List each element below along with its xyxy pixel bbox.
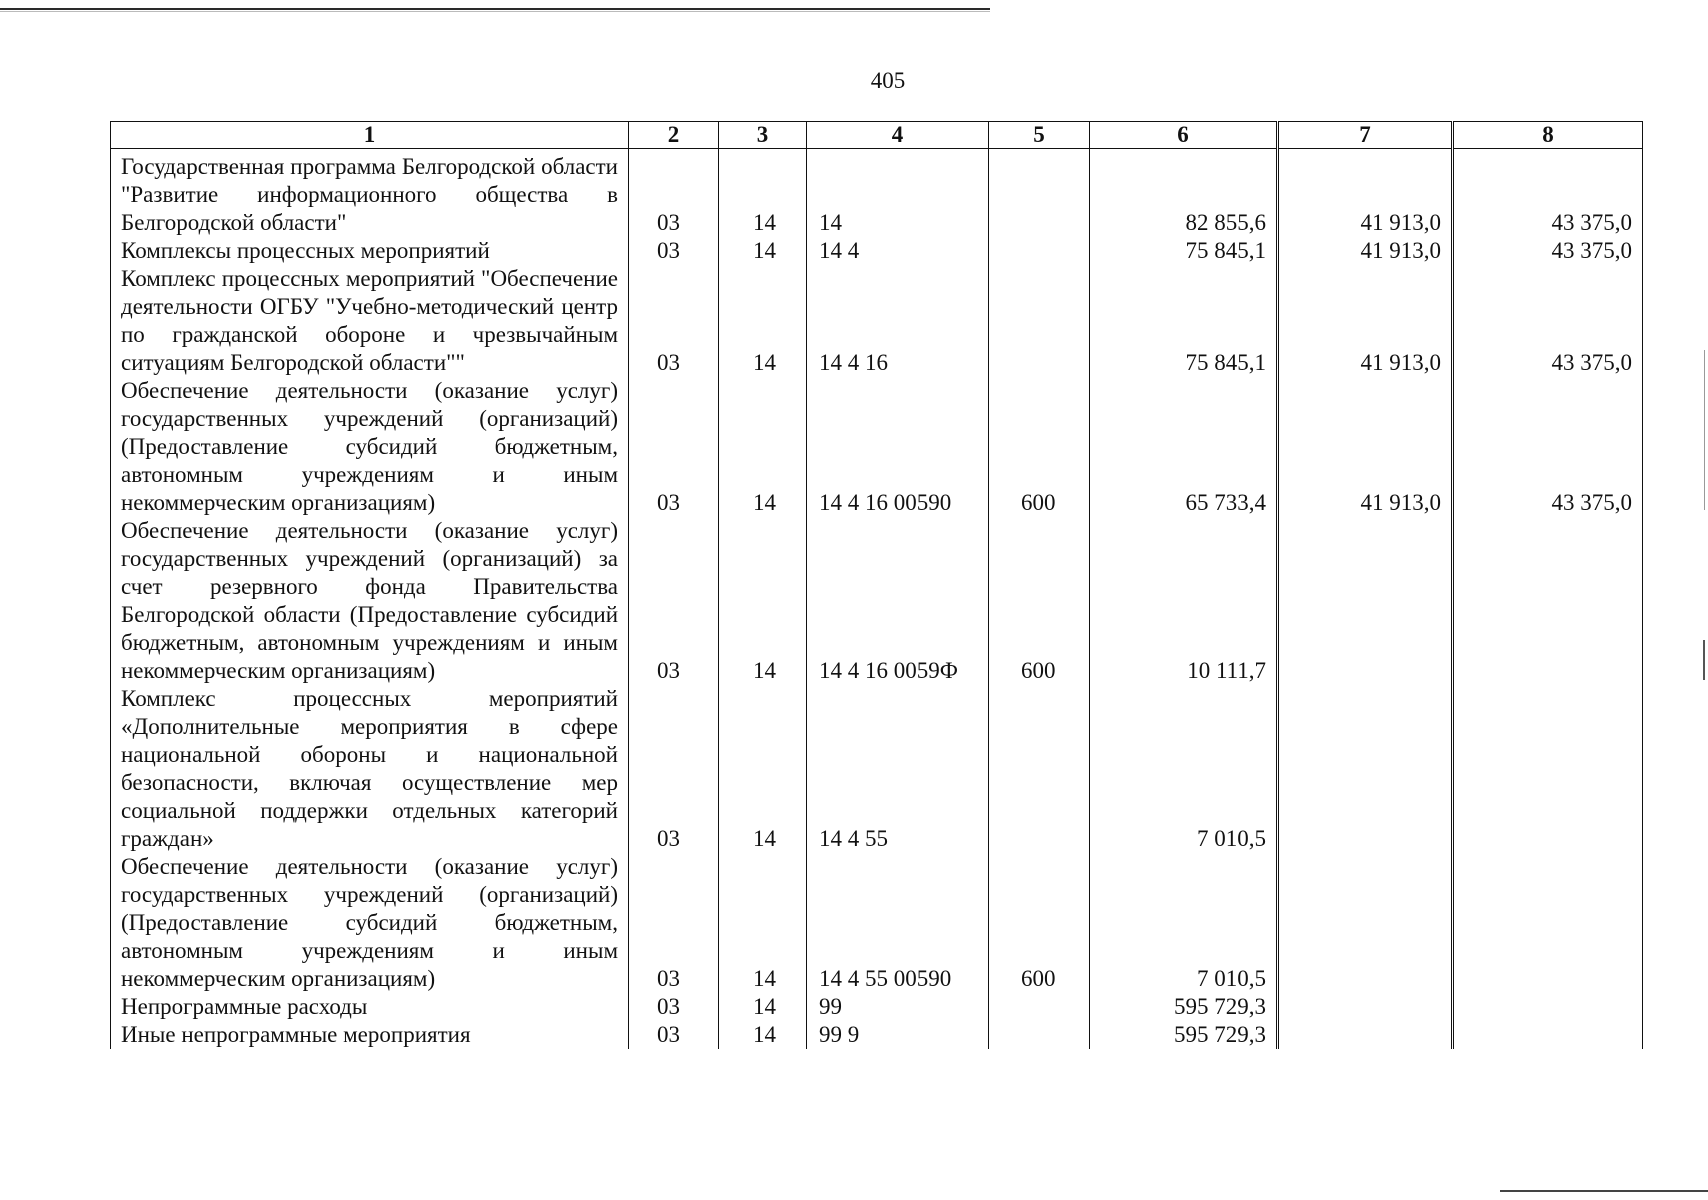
cell-section: 03 (629, 377, 719, 517)
column-header: 2 (629, 122, 719, 149)
table-row (111, 685, 1643, 853)
cell-amount-8 (1453, 685, 1643, 853)
table-row (111, 265, 1643, 377)
cell-section: 03 (629, 517, 719, 685)
cell-expense-type: 600 (989, 853, 1090, 993)
table-row (111, 237, 1643, 265)
scan-edge-mark (1703, 640, 1705, 680)
page-number: 405 (870, 68, 906, 93)
cell-amount-6: 75 845,1 (1090, 265, 1278, 377)
scan-edge-line-bottom (1500, 1190, 1708, 1192)
cell-target-code: 99 9 (807, 1021, 989, 1049)
cell-amount-8: 43 375,0 (1453, 265, 1643, 377)
cell-section: 03 (629, 993, 719, 1021)
cell-amount-8 (1453, 517, 1643, 685)
cell-amount-7 (1278, 993, 1453, 1021)
column-header: 3 (719, 122, 807, 149)
column-header: 1 (111, 122, 629, 149)
cell-amount-7 (1278, 853, 1453, 993)
table-row (111, 853, 1643, 993)
cell-expense-type (989, 237, 1090, 265)
cell-target-code: 99 (807, 993, 989, 1021)
table-row (111, 993, 1643, 1021)
cell-amount-7 (1278, 517, 1453, 685)
cell-subsection: 14 (719, 517, 807, 685)
column-header: 8 (1453, 122, 1643, 149)
cell-amount-6: 10 111,7 (1090, 517, 1278, 685)
table-header-row (111, 122, 1643, 149)
row-name: Комплекс процессных мероприятий "Обеспечение деятельности ОГБУ "Учебно-методический центр по гражданской обороне и чрезвычайным ситуациям Белгородской области"" (111, 265, 629, 377)
scan-edge-line (0, 8, 990, 10)
row-name: Обеспечение деятельности (оказание услуг) государственных учреждений (организаций) за счет резервного фонда Правительства Белгородской области (Предоставление субсидий бюджетным, автономным учреждениям и иным некоммерческим организациям) (111, 517, 629, 685)
cell-amount-8: 43 375,0 (1453, 237, 1643, 265)
cell-expense-type (989, 265, 1090, 377)
cell-amount-7: 41 913,0 (1278, 149, 1453, 238)
column-header: 7 (1278, 122, 1453, 149)
cell-amount-7 (1278, 685, 1453, 853)
cell-subsection: 14 (719, 149, 807, 238)
scan-edge-mark-faint (1704, 350, 1705, 510)
row-name: Комплексы процессных мероприятий (111, 237, 629, 265)
row-name: Обеспечение деятельности (оказание услуг) государственных учреждений (организаций) (Предоставление субсидий бюджетным, автономным учреждениям и иным некоммерческим организациям) (111, 853, 629, 993)
cell-target-code: 14 4 16 0059Ф (807, 517, 989, 685)
cell-target-code: 14 4 55 (807, 685, 989, 853)
cell-expense-type: 600 (989, 377, 1090, 517)
row-name: Комплекс процессных мероприятий «Дополнительные мероприятия в сфере национальной обороны и национальной безопасности, включая осуществление мер социальной поддержки отдельных категорий граждан» (111, 685, 629, 853)
cell-target-code: 14 4 16 00590 (807, 377, 989, 517)
cell-expense-type: 600 (989, 517, 1090, 685)
cell-target-code: 14 (807, 149, 989, 238)
cell-expense-type (989, 685, 1090, 853)
cell-expense-type (989, 149, 1090, 238)
cell-amount-7: 41 913,0 (1278, 377, 1453, 517)
cell-subsection: 14 (719, 853, 807, 993)
column-header: 4 (807, 122, 989, 149)
budget-table (110, 121, 1643, 1049)
cell-expense-type (989, 993, 1090, 1021)
scan-edge-line-faint (0, 11, 990, 12)
cell-amount-6: 75 845,1 (1090, 237, 1278, 265)
cell-target-code: 14 4 55 00590 (807, 853, 989, 993)
cell-section: 03 (629, 853, 719, 993)
cell-section: 03 (629, 685, 719, 853)
cell-section: 03 (629, 237, 719, 265)
table-row (111, 517, 1643, 685)
cell-amount-6: 65 733,4 (1090, 377, 1278, 517)
column-header: 5 (989, 122, 1090, 149)
cell-section: 03 (629, 1021, 719, 1049)
cell-expense-type (989, 1021, 1090, 1049)
cell-amount-8 (1453, 1021, 1643, 1049)
cell-amount-6: 595 729,3 (1090, 1021, 1278, 1049)
cell-subsection: 14 (719, 377, 807, 517)
cell-subsection: 14 (719, 265, 807, 377)
cell-amount-7: 41 913,0 (1278, 237, 1453, 265)
cell-amount-8 (1453, 993, 1643, 1021)
table-row (111, 1021, 1643, 1049)
table-row (111, 377, 1643, 517)
cell-target-code: 14 4 (807, 237, 989, 265)
cell-subsection: 14 (719, 685, 807, 853)
cell-subsection: 14 (719, 237, 807, 265)
table-row (111, 149, 1643, 238)
cell-amount-7: 41 913,0 (1278, 265, 1453, 377)
cell-amount-7 (1278, 1021, 1453, 1049)
cell-amount-6: 7 010,5 (1090, 853, 1278, 993)
column-header: 6 (1090, 122, 1278, 149)
row-name: Иные непрограммные мероприятия (111, 1021, 629, 1049)
row-name: Государственная программа Белгородской области "Развитие информационного общества в Белгородской области" (111, 149, 629, 238)
row-name: Обеспечение деятельности (оказание услуг) государственных учреждений (организаций) (Предоставление субсидий бюджетным, автономным учреждениям и иным некоммерческим организациям) (111, 377, 629, 517)
cell-section: 03 (629, 265, 719, 377)
cell-amount-8 (1453, 853, 1643, 993)
cell-amount-6: 595 729,3 (1090, 993, 1278, 1021)
cell-section: 03 (629, 149, 719, 238)
cell-amount-6: 7 010,5 (1090, 685, 1278, 853)
cell-subsection: 14 (719, 993, 807, 1021)
cell-target-code: 14 4 16 (807, 265, 989, 377)
row-name: Непрограммные расходы (111, 993, 629, 1021)
cell-subsection: 14 (719, 1021, 807, 1049)
cell-amount-8: 43 375,0 (1453, 377, 1643, 517)
cell-amount-8: 43 375,0 (1453, 149, 1643, 238)
cell-amount-6: 82 855,6 (1090, 149, 1278, 238)
